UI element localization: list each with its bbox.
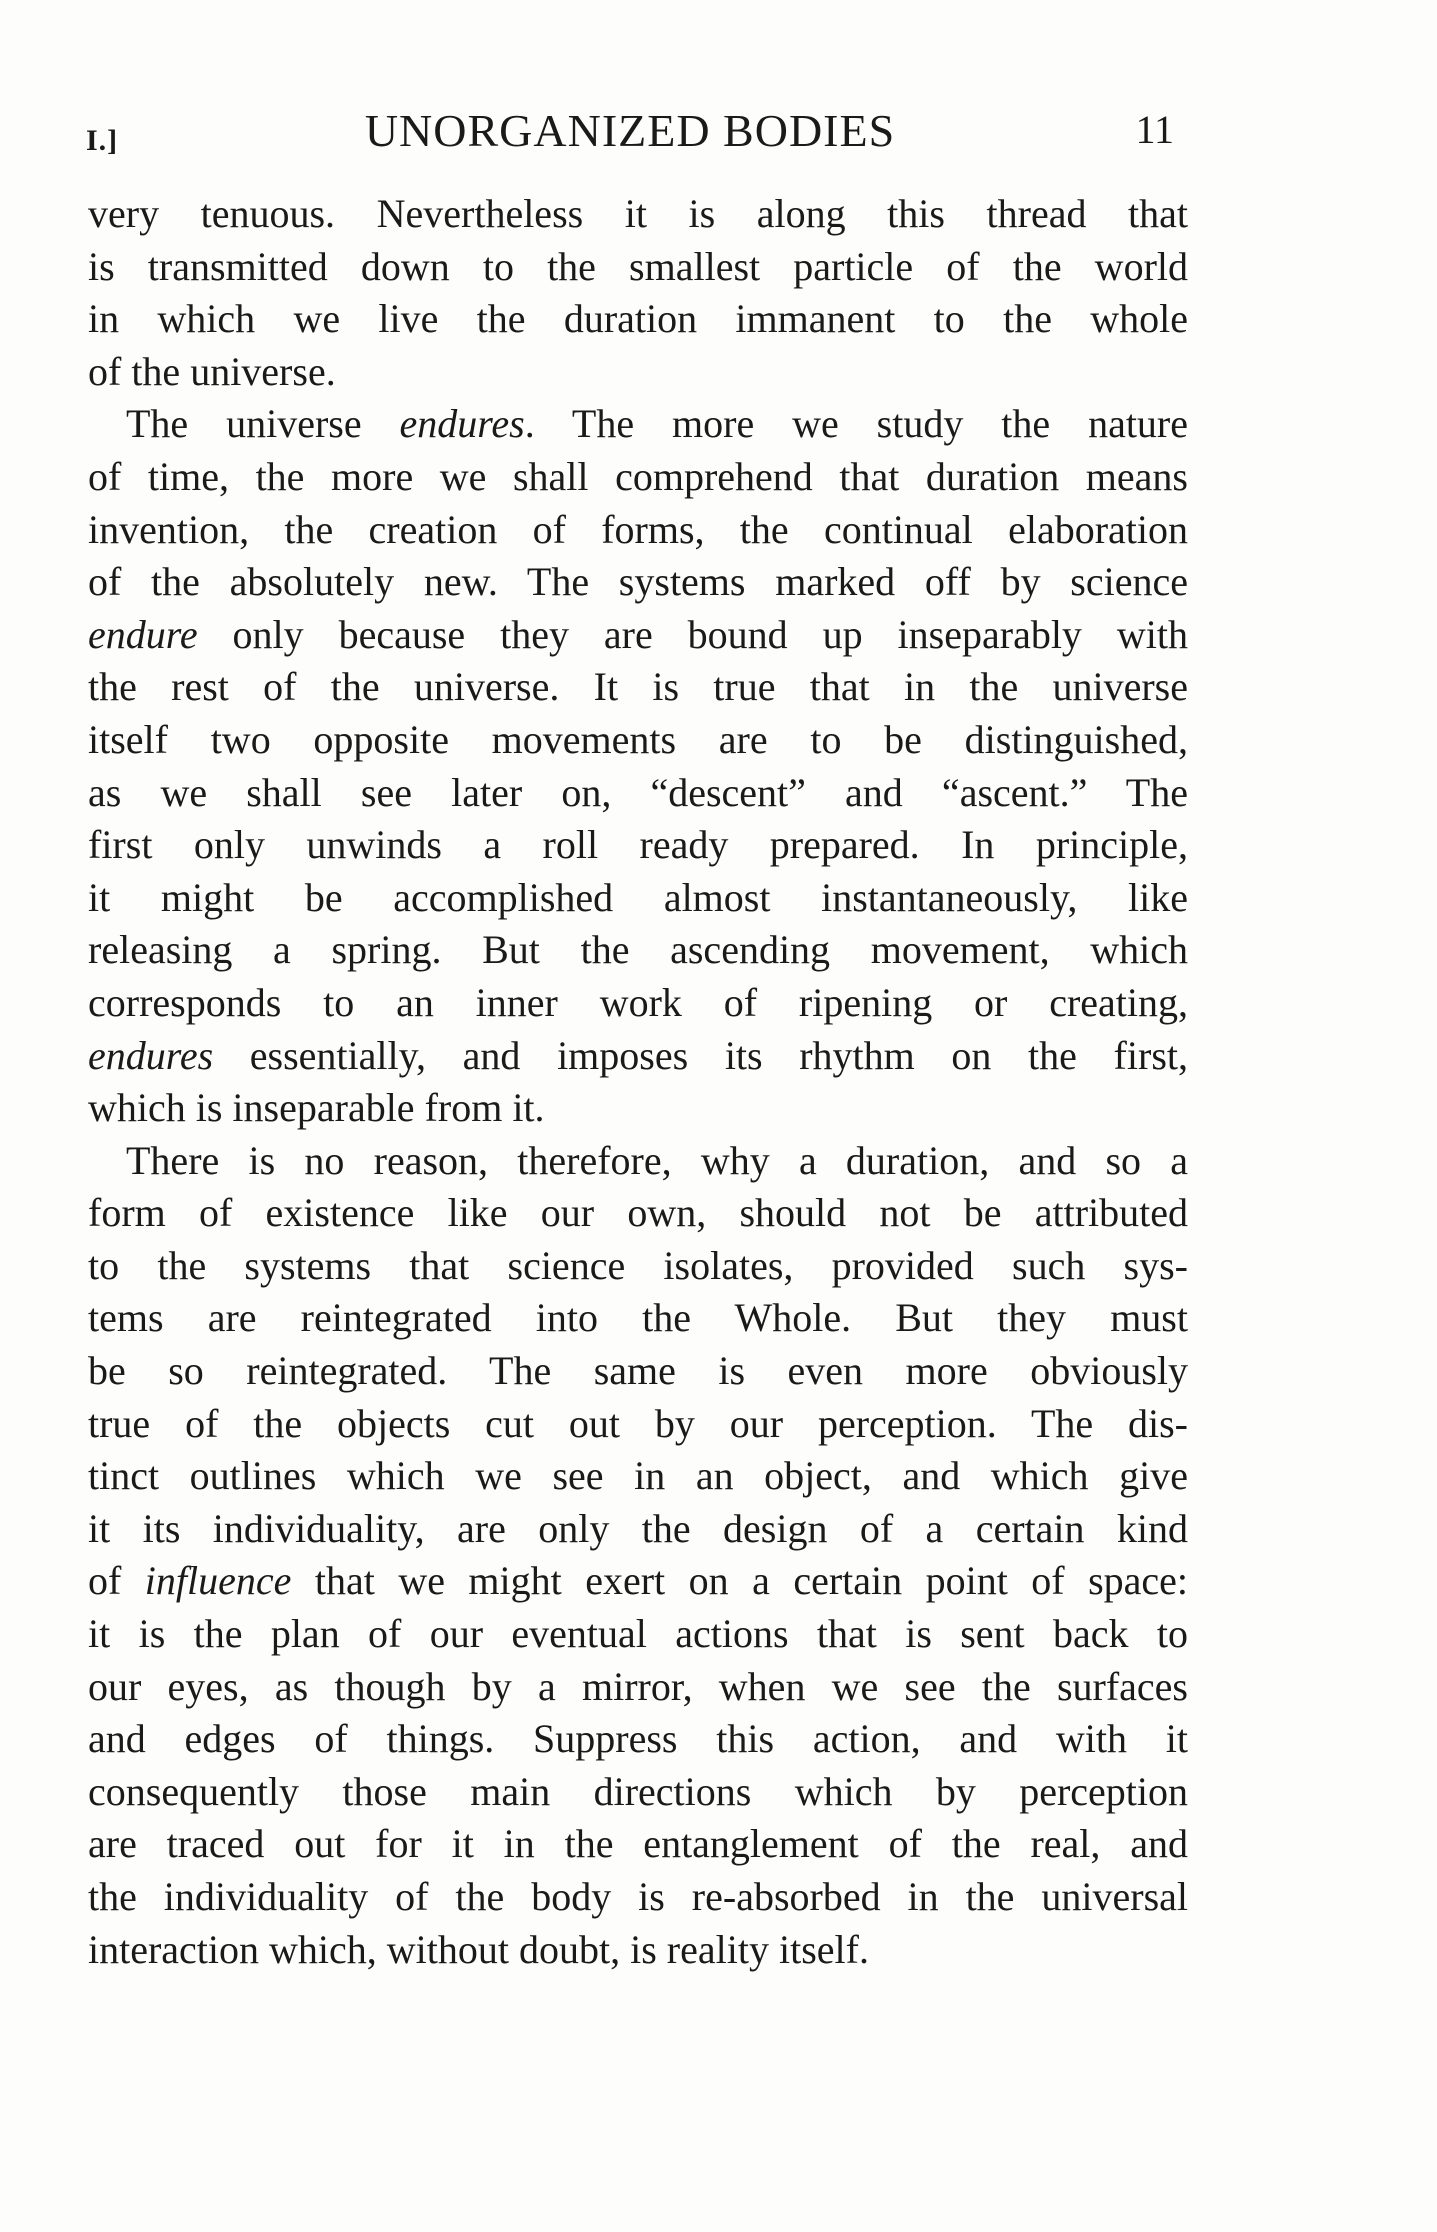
- paragraph: [88, 398, 1188, 1134]
- text-line: the rest of the universe. It is true that in the universe: [88, 664, 1188, 710]
- text-line: be so reintegrated. The same is even more obviously: [88, 1348, 1188, 1394]
- emphasis: endures: [399, 401, 525, 447]
- text-line: very tenuous. Nevertheless it is along this thread that: [88, 191, 1188, 236]
- text-line: and edges of things. Suppress this action, and with it: [88, 1716, 1188, 1762]
- text-line: true of the objects cut out by our perception. The dis-: [88, 1400, 1188, 1446]
- page-header: [86, 100, 1174, 160]
- text-line: of time, the more we shall comprehend that duration means: [88, 453, 1188, 499]
- text-line: endures essentially, and imposes its rhythm on the first,: [88, 1032, 1188, 1078]
- text-line: our eyes, as though by a mirror, when we see the surfaces: [88, 1663, 1188, 1709]
- text-line: consequently those main directions which by perception: [88, 1768, 1188, 1814]
- text-line: to the systems that science isolates, provided such sys-: [88, 1242, 1188, 1288]
- text-line: the individuality of the body is re-absorbed in the universal: [88, 1874, 1188, 1919]
- text-line: itself two opposite movements are to be distinguished,: [88, 716, 1188, 762]
- emphasis: endure: [88, 611, 198, 657]
- text-line: is transmitted down to the smallest particle of the world: [88, 243, 1188, 289]
- text-line: it is the plan of our eventual actions that is sent back to: [88, 1611, 1188, 1657]
- text-line: invention, the creation of forms, the continual elaboration: [88, 506, 1188, 552]
- text-line: it might be accomplished almost instantaneously, like: [88, 874, 1188, 920]
- text-line: as we shall see later on, “descent” and “ascent.” The: [88, 769, 1188, 815]
- text-line: form of existence like our own, should not be attributed: [88, 1190, 1188, 1236]
- text-line: first only unwinds a roll ready prepared. In principle,: [88, 822, 1188, 868]
- text-line: of the absolutely new. The systems marked off by science: [88, 559, 1188, 605]
- chapter-mark: I.]: [86, 124, 119, 157]
- text-line: releasing a spring. But the ascending movement, which: [88, 927, 1188, 973]
- text-line: interaction which, without doubt, is reality itself.: [88, 1926, 869, 1972]
- emphasis: endures: [88, 1032, 214, 1078]
- body-text: [88, 188, 1188, 1976]
- emphasis: influence: [144, 1558, 292, 1604]
- running-head: UNORGANIZED BODIES: [364, 105, 896, 156]
- text-line: of influence that we might exert on a certain point of space:: [88, 1558, 1189, 1604]
- text-line: endure only because they are bound up inseparably with: [88, 611, 1188, 657]
- text-line: There is no reason, therefore, why a duration, and so a: [126, 1137, 1188, 1183]
- page-number: 11: [1135, 107, 1174, 152]
- text-line: of the universe.: [88, 348, 336, 394]
- text-line: tems are reintegrated into the Whole. But they must: [88, 1295, 1188, 1341]
- text-line: corresponds to an inner work of ripening or creating,: [88, 979, 1188, 1025]
- text-line: tinct outlines which we see in an object, and which give: [88, 1453, 1188, 1499]
- text-line: The universe endures. The more we study the nature: [126, 401, 1189, 447]
- text-line: which is inseparable from it.: [88, 1085, 545, 1131]
- paragraph: [88, 1135, 1188, 1977]
- text-line: are traced out for it in the entanglement of the real, and: [88, 1821, 1188, 1867]
- paragraph: [88, 188, 1188, 398]
- text-line: in which we live the duration immanent to the whole: [88, 296, 1188, 342]
- text-line: it its individuality, are only the design of a certain kind: [88, 1505, 1188, 1551]
